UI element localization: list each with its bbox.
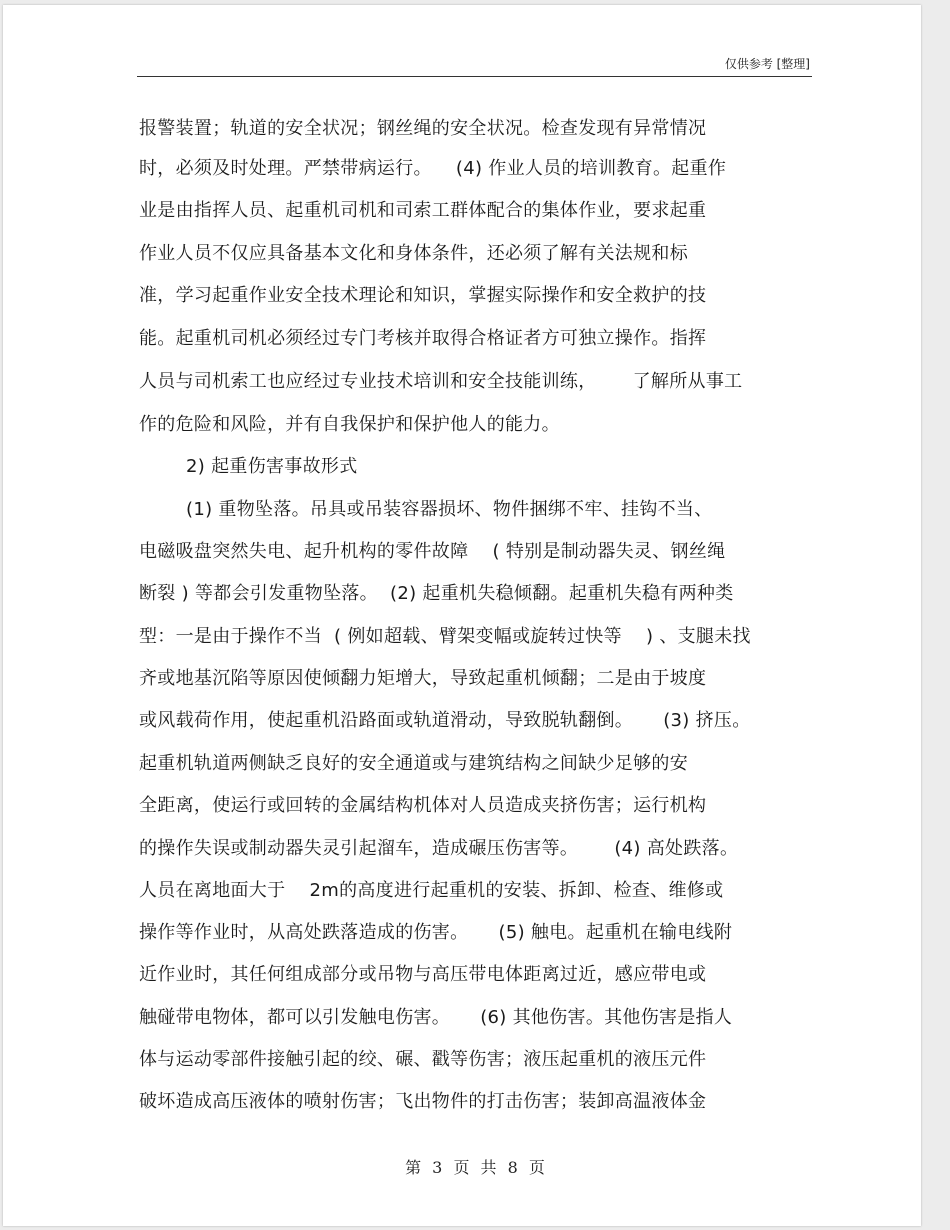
text-line: 作业人员不仅应具备基本文化和身体条件，还必须了解有关法规和标 (139, 243, 688, 264)
text-line: 人员在离地面大于 2m的高度进行起重机的安装、拆卸、检查、维修或 (139, 880, 724, 901)
text-line: 操作等作业时，从高处跌落造成的伤害。 (5) 触电。起重机在输电线附 (139, 922, 733, 943)
text-line: 齐或地基沉陷等原因使倾翻力矩增大，导致起重机倾翻；二是由于坡度 (139, 668, 707, 689)
text-line: 或风载荷作用，使起重机沿路面或轨道滑动，导致脱轨翻倒。 (3) 挤压。 (139, 710, 751, 731)
text-line: 时，必须及时处理。严禁带病运行。 (4) 作业人员的培训教育。起重作 (139, 158, 727, 179)
header-divider (137, 76, 812, 77)
text-line: 报警装置；轨道的安全状况；钢丝绳的安全状况。检查发现有异常情况 (139, 118, 707, 139)
text-line: 触碰带电物体，都可以引发触电伤害。 (6) 其他伤害。其他伤害是指人 (139, 1007, 733, 1028)
text-line: 人员与司机索工也应经过专业技术培训和安全技能训练， 了解所从事工 (139, 371, 743, 392)
text-line: 的操作失误或制动器失灵引起溜车，造成碾压伤害等。 (4) 高处跌落。 (139, 838, 739, 859)
page-footer: 第 3 页 共 8 页 (405, 1158, 545, 1177)
page-header: 仅供参考 [整理] (724, 57, 810, 71)
text-line: 破坏造成高压液体的喷射伤害；飞出物件的打击伤害；装卸高温液体金 (139, 1091, 707, 1112)
text-line: 2) 起重伤害事故形式 (186, 456, 358, 477)
text-line: 体与运动零部件接触引起的绞、碾、戳等伤害；液压起重机的液压元件 (139, 1049, 707, 1070)
text-line: 能。起重机司机必须经过专门考核并取得合格证者方可独立操作。指挥 (139, 328, 707, 349)
text-line: 断裂 ) 等都会引发重物坠落。 (2) 起重机失稳倾翻。起重机失稳有两种类 (139, 583, 734, 604)
text-line: (1) 重物坠落。吊具或吊装容器损坏、物件捆绑不牢、挂钩不当、 (186, 499, 713, 520)
text-line: 近作业时，其任何组成部分或吊物与高压带电体距离过近，感应带电或 (139, 964, 707, 985)
text-line: 准，学习起重作业安全技术理论和知识，掌握实际操作和安全救护的技 (139, 285, 707, 306)
text-line: 电磁吸盘突然失电、起升机构的零件故障 ( 特别是制动器失灵、钢丝绳 (139, 541, 726, 562)
document-page (3, 5, 921, 1226)
text-line: 业是由指挥人员、起重机司机和司索工群体配合的集体作业，要求起重 (139, 200, 707, 221)
text-line: 起重机轨道两侧缺乏良好的安全通道或与建筑结构之间缺少足够的安 (139, 753, 688, 774)
text-line: 型：一是由于操作不当 ( 例如超载、臂架变幅或旋转过快等 ) 、支腿未找 (139, 626, 751, 647)
text-line: 作的危险和风险，并有自我保护和保护他人的能力。 (139, 414, 560, 435)
text-line: 全距离，使运行或回转的金属结构机体对人员造成夹挤伤害；运行机构 (139, 795, 707, 816)
